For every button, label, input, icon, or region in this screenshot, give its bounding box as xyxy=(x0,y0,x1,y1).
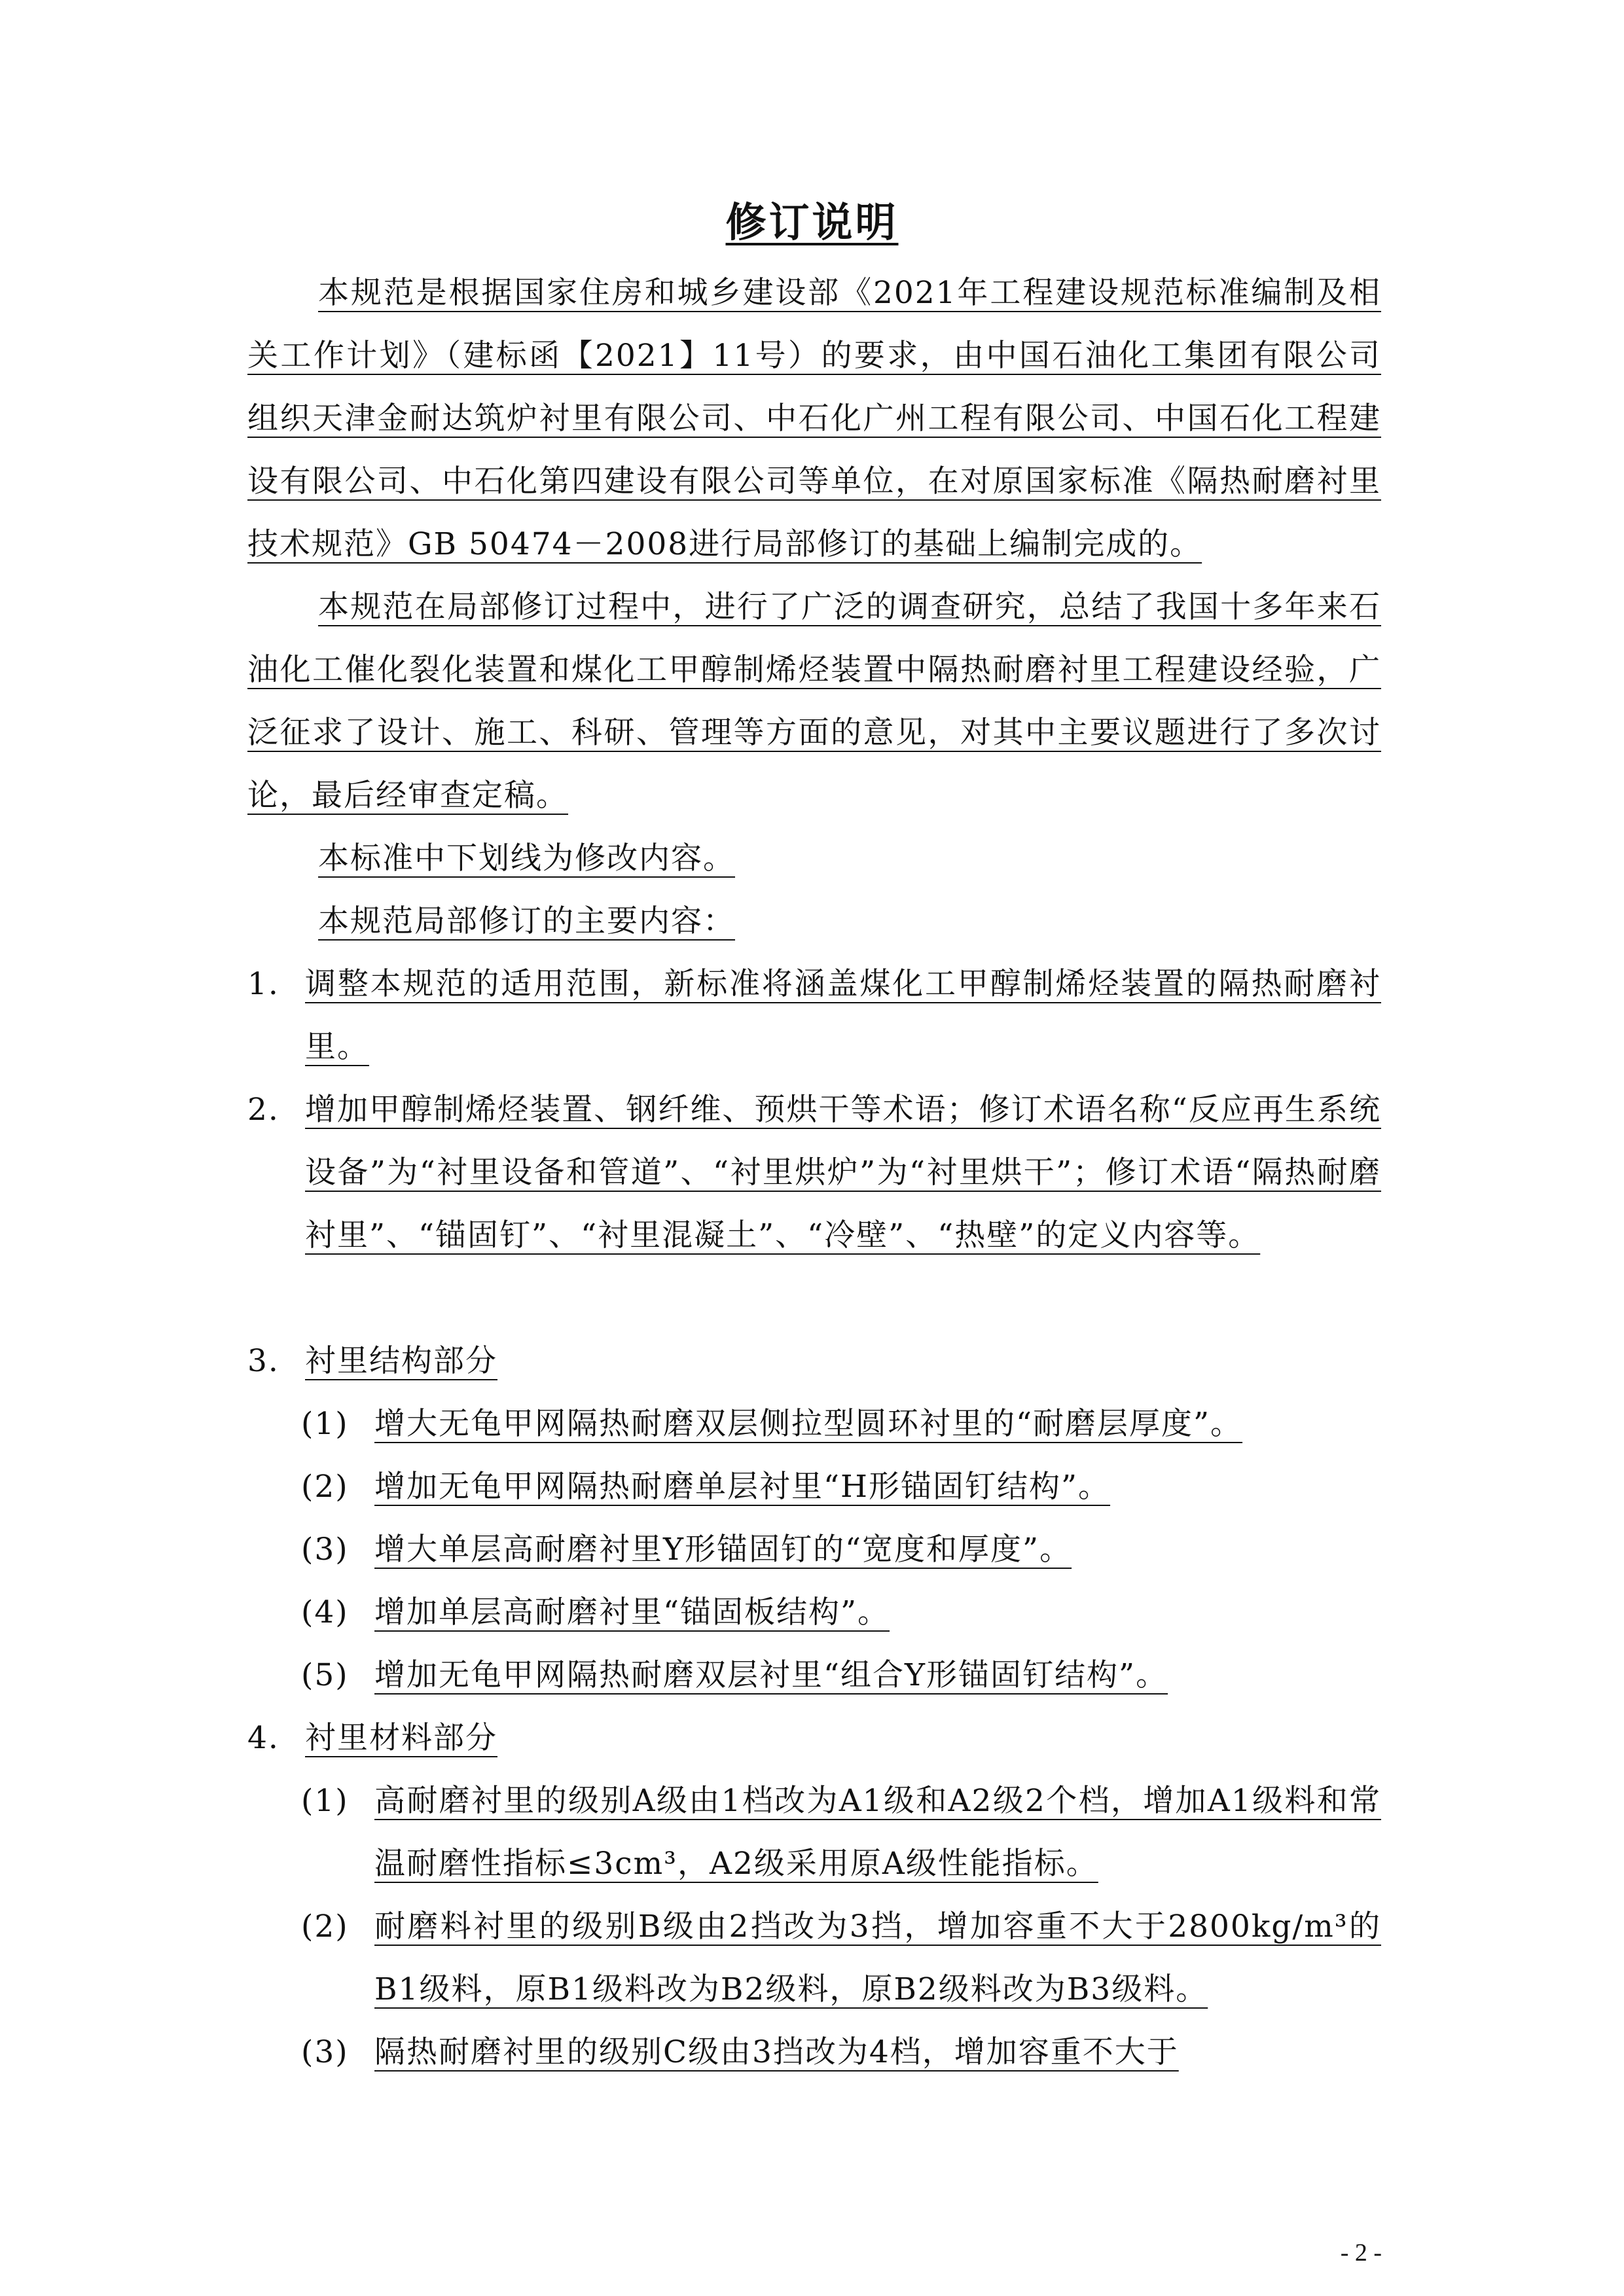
page-title xyxy=(0,193,1624,252)
sub-list-item-text: 耐磨料衬里的级别B级由2挡改为3挡，增加容重不大于2800kg/m³的B1级料，原B1级料改为B2级料，原B2级料改为B3级料。 xyxy=(374,1909,1381,2007)
list-item-text: 衬里结构部分 xyxy=(305,1343,497,1379)
list-item-number: 2. xyxy=(247,1092,280,1128)
list-item-number: 3. xyxy=(247,1343,280,1379)
sub-list-item xyxy=(301,1393,1381,1456)
sub-list-item xyxy=(301,1644,1381,1707)
sub-list-item xyxy=(301,1518,1381,1581)
sub-list-item-number: (1) xyxy=(301,1406,349,1442)
intro-paragraph-3-text: 本标准中下划线为修改内容。 xyxy=(318,840,735,876)
sub-list-item-text: 增大单层高耐磨衬里Y形锚固钉的“宽度和厚度”。 xyxy=(374,1532,1072,1568)
list-item xyxy=(247,1079,1381,1267)
list-item-number: 4. xyxy=(247,1720,280,1756)
sub-list-item xyxy=(301,2021,1381,2084)
sub-list-item xyxy=(301,1581,1381,1644)
sub-list-item xyxy=(301,1456,1381,1518)
intro-paragraph-1 xyxy=(247,262,1381,576)
sub-list-item-text: 增加单层高耐磨衬里“锚固板结构”。 xyxy=(374,1594,890,1630)
list-item-text: 增加甲醇制烯烃装置、钢纤维、预烘干等术语；修订术语名称“反应再生系统设备”为“衬里设备和管道”、“衬里烘炉”为“衬里烘干”；修订术语“隔热耐磨衬里”、“锚固钉”、“衬里混凝土”、“冷壁”、“热壁”的定义内容等。 xyxy=(305,1092,1381,1253)
sub-list-item-number: (1) xyxy=(301,1783,349,1819)
intro-paragraph-4-text: 本规范局部修订的主要内容： xyxy=(318,903,735,939)
list-item xyxy=(247,1707,1381,1770)
intro-paragraph-4 xyxy=(247,890,1381,953)
sub-list-item xyxy=(301,1770,1381,1895)
sub-list-item-text: 增大无龟甲网隔热耐磨双层侧拉型圆环衬里的“耐磨层厚度”。 xyxy=(374,1406,1243,1442)
list-item xyxy=(247,953,1381,1079)
intro-paragraph-2-text: 本规范在局部修订过程中，进行了广泛的调查研究，总结了我国十多年来石油化工催化裂化装置和煤化工甲醇制烯烃装置中隔热耐磨衬里工程建设经验，广泛征求了设计、施工、科研、管理等方面的意见，对其中主要议题进行了多次讨论，最后经审查定稿。 xyxy=(247,589,1381,814)
intro-paragraph-2 xyxy=(247,576,1381,827)
sub-list-item-number: (5) xyxy=(301,1657,349,1693)
sub-list-item-text: 增加无龟甲网隔热耐磨双层衬里“组合Y形锚固钉结构”。 xyxy=(374,1657,1168,1693)
sub-list-item-number: (2) xyxy=(301,1469,349,1505)
sub-list-item-text: 增加无龟甲网隔热耐磨单层衬里“H形锚固钉结构”。 xyxy=(374,1469,1111,1505)
sub-list-item-number: (2) xyxy=(301,1909,349,1945)
sub-list-item-text: 隔热耐磨衬里的级别C级由3挡改为4档，增加容重不大于 xyxy=(374,2034,1179,2070)
list-item xyxy=(247,1330,1381,1393)
sub-list-item xyxy=(301,1895,1381,2021)
intro-paragraph-3 xyxy=(247,827,1381,890)
sub-list-item-number: (4) xyxy=(301,1594,349,1630)
sub-list-item-number: (3) xyxy=(301,1532,349,1568)
list-item-text: 衬里材料部分 xyxy=(305,1720,497,1756)
page-number: - 2 - xyxy=(1340,2239,1382,2267)
title-text: 修订说明 xyxy=(725,198,899,246)
sub-list-item-number: (3) xyxy=(301,2034,349,2070)
sub-list-item-text: 高耐磨衬里的级别A级由1档改为A1级和A2级2个档，增加A1级料和常温耐磨性指标≤3cm³，A2级采用原A级性能指标。 xyxy=(374,1783,1381,1882)
list-item-text: 调整本规范的适用范围，新标准将涵盖煤化工甲醇制烯烃装置的隔热耐磨衬里。 xyxy=(305,966,1381,1065)
list-item-number: 1. xyxy=(247,966,280,1002)
intro-paragraph-1-text: 本规范是根据国家住房和城乡建设部《2021年工程建设规范标准编制及相关工作计划》（建标函【2021】11号）的要求，由中国石油化工集团有限公司组织天津金耐达筑炉衬里有限公司、中石化广州工程有限公司、中国石化工程建设有限公司、中石化第四建设有限公司等单位，在对原国家标准《隔热耐磨衬里技术规范》GB 50474－2008进行局部修订的基础上编制完成的。 xyxy=(247,275,1381,562)
